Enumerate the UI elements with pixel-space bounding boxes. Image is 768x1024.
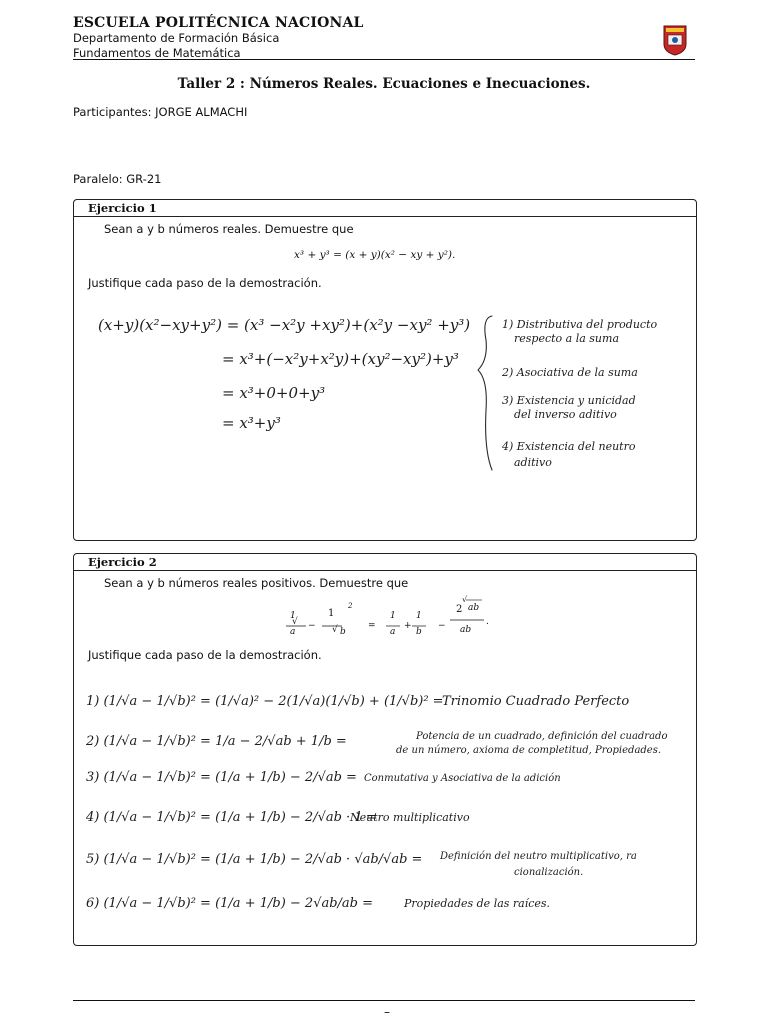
ex2-step-3: 3) (1/√a − 1/√b)² = (1/a + 1/b) − 2/√ab = [86,770,357,785]
ex1-reason-3: 3) Existencia y unicidad [502,394,636,407]
exercise-1-box [73,199,697,541]
footer-rule [73,1000,695,1001]
ex2-reason-2b: de un número, axioma de completitud, Propiedades. [396,745,662,756]
ex2-reason-1: Trinomio Cuadrado Perfecto [442,694,630,709]
department-name: Departamento de Formación Básica [73,31,280,45]
ex1-step-1: (x+y)(x²−xy+y²) = (x³ −x²y +xy²)+(x²y −xy² +y³) [98,316,471,334]
document-title: Taller 2 : Números Reales. Ecuaciones e Inecuaciones. [177,76,591,92]
svg-text:√: √ [332,625,338,635]
svg-text:a: a [290,627,296,637]
school-seal-icon [662,24,688,56]
ex2-reason-4: Neutro multiplicativo [350,811,470,824]
svg-text:−: − [308,621,316,631]
svg-text:=: = [368,621,376,631]
ex1-reason-1: 1) Distributiva del producto [502,318,658,331]
svg-text:+: + [404,621,412,631]
course-name: Fundamentos de Matemática [73,46,241,60]
ex2-step-4: 4) (1/√a − 1/√b)² = (1/a + 1/b) − 2/√ab · 1 = [86,810,378,825]
ex1-brace [478,316,492,470]
svg-text:2: 2 [348,602,353,610]
exercise-1-formula: x³ + y³ = (x + y)(x² − xy + y²). [294,249,456,261]
ex2-reason-5: Definición del neutro multiplicativo, ra [440,851,637,862]
header-rule [73,59,695,60]
exercise-2-handwritten-proof [74,679,696,941]
ex1-step-3: = x³+0+0+y³ [222,384,326,402]
ex2-step-1: 1) (1/√a − 1/√b)² = (1/√a)² − 2(1/√a)(1/√b) + (1/√b)² = [86,694,444,709]
svg-text:1: 1 [328,608,335,619]
ex2-step-2: 2) (1/√a − 1/√b)² = 1/a − 2/√ab + 1/b = [86,734,347,749]
ex1-reason-2: 2) Asociativa de la suma [502,366,638,379]
svg-text:1: 1 [416,611,422,621]
paralelo-line: Paralelo: GR-21 [73,172,162,186]
ex2-reason-5b: cionalización. [514,867,584,878]
svg-text:1: 1 [390,611,396,621]
ex2-reason-6: Propiedades de las raíces. [404,897,551,910]
svg-text:a: a [390,627,396,637]
exercise-2-box [73,553,697,946]
svg-text:2: 2 [456,604,463,615]
ex1-reason-4b: aditivo [514,456,552,469]
svg-text:ab: ab [460,625,472,635]
participants-line: Participantes: JORGE ALMACHI [73,105,248,119]
ex1-step-2: = x³+(−x²y+x²y)+(xy²−xy²)+y³ [222,350,459,368]
ex1-reason-4: 4) Existencia del neutro [502,440,636,453]
ex2-step-5: 5) (1/√a − 1/√b)² = (1/a + 1/b) − 2/√ab · √ab/√ab = [86,852,423,867]
svg-text:−: − [438,621,446,631]
exercise-2-formula [284,594,504,640]
exercise-1-justify: Justifique cada paso de la demostración. [88,276,322,290]
svg-text:b: b [340,627,346,637]
exercise-2-justify: Justifique cada paso de la demostración. [88,648,322,662]
exercise-2-heading: Ejercicio 2 [74,554,696,571]
ex1-step-4: = x³+y³ [222,414,281,432]
page-number: – [384,1005,390,1019]
ex1-reason-3b: del inverso aditivo [514,408,617,421]
svg-text:√: √ [462,595,468,604]
exercise-2-statement: Sean a y b números reales positivos. Demuestre que [104,576,409,590]
exercise-1-heading: Ejercicio 1 [74,200,696,217]
ex2-reason-3: Conmutativa y Asociativa de la adición [364,773,561,784]
exercise-1-handwritten-proof [74,310,696,480]
svg-text:√: √ [292,617,298,627]
ex2-reason-2: Potencia de un cuadrado, definición del cuadrado [416,731,668,742]
svg-text:ab: ab [468,603,480,613]
svg-text:b: b [416,627,422,637]
exercise-1-statement: Sean a y b números reales. Demuestre que [104,222,354,236]
svg-text:.: . [486,617,489,627]
svg-text:1: 1 [290,611,296,621]
ex2-step-6: 6) (1/√a − 1/√b)² = (1/a + 1/b) − 2√ab/ab = [86,896,374,911]
school-name: ESCUELA POLITÉCNICA NACIONAL [73,15,364,31]
ex1-reason-1b: respecto a la suma [514,332,620,345]
